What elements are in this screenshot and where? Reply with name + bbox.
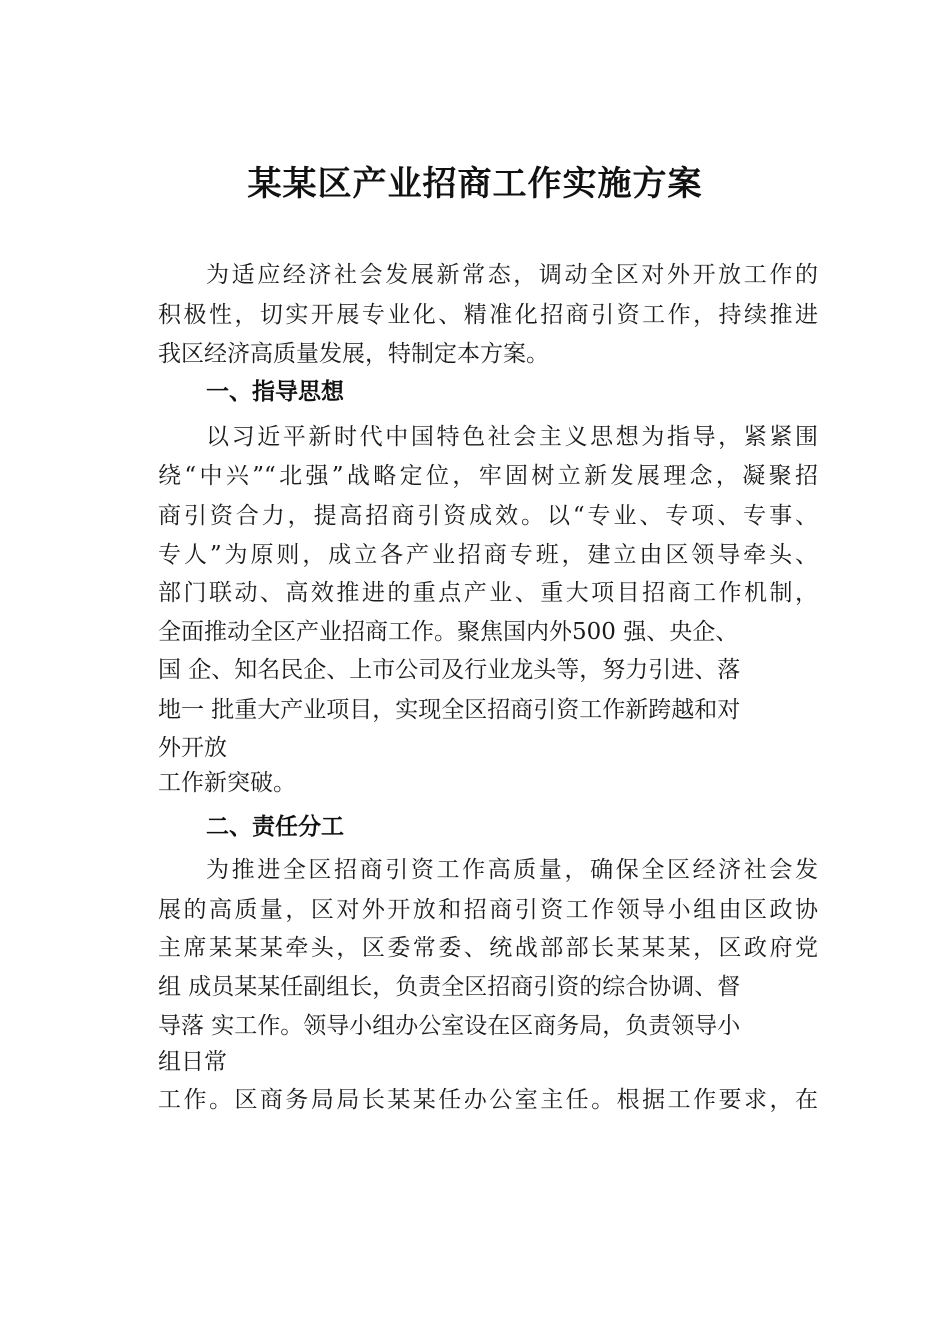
section2-line-7: 工作。区商务局局长某某任办公室主任。根据工作要求，在 [158,1087,818,1113]
intro-line-3: 我区经济高质量发展，特制定本方案。 [158,341,549,367]
section1-line-4: 专人”为原则，成立各产业招商专班，建立由区领导牵头、 [158,542,818,568]
section1-line-5: 部门联动、高效推进的重点产业、重大项目招商工作机制， [158,580,818,606]
section1-line-2: 绕“中兴”“北强”战略定位，牢固树立新发展理念，凝聚招 [158,463,818,489]
section2-line-2: 展的高质量，区对外开放和招商引资工作领导小组由区政协 [158,897,818,923]
section-heading-responsibility-division: 二、责任分工 [206,814,344,840]
section2-line-3: 主席某某某牵头，区委常委、统战部部长某某某，区政府党 [158,935,818,961]
section2-line-5: 导落 实工作。领导小组办公室设在区商务局，负责领导小 [158,1013,741,1039]
section1-line-3: 商引资合力，提高招商引资成效。以“专业、专项、专事、 [158,503,818,529]
section1-line-7: 国 企、知名民企、上市公司及行业龙头等，努力引进、落 [158,657,741,683]
section1-line-10: 工作新突破。 [158,770,296,796]
section1-line-1: 以习近平新时代中国特色社会主义思想为指导，紧紧围 [206,424,818,450]
section1-line-6: 全面推动全区产业招商工作。聚焦国内外500 强、央企、 [158,619,739,645]
section2-line-6: 组日常 [158,1049,227,1075]
section1-line-9: 外开放 [158,735,227,761]
section1-line-8: 地一 批重大产业项目，实现全区招商引资工作新跨越和对 [158,697,741,723]
intro-line-2: 积极性，切实开展专业化、精准化招商引资工作，持续推进 [158,302,818,328]
section2-line-1: 为推进全区招商引资工作高质量，确保全区经济社会发 [206,857,818,883]
section2-line-4: 组 成员某某任副组长，负责全区招商引资的综合协调、督 [158,974,741,1000]
section-heading-guiding-ideology: 一、指导思想 [206,379,344,405]
document-title: 某某区产业招商工作实施方案 [247,164,703,204]
intro-line-1: 为适应经济社会发展新常态，调动全区对外开放工作的 [206,262,818,288]
